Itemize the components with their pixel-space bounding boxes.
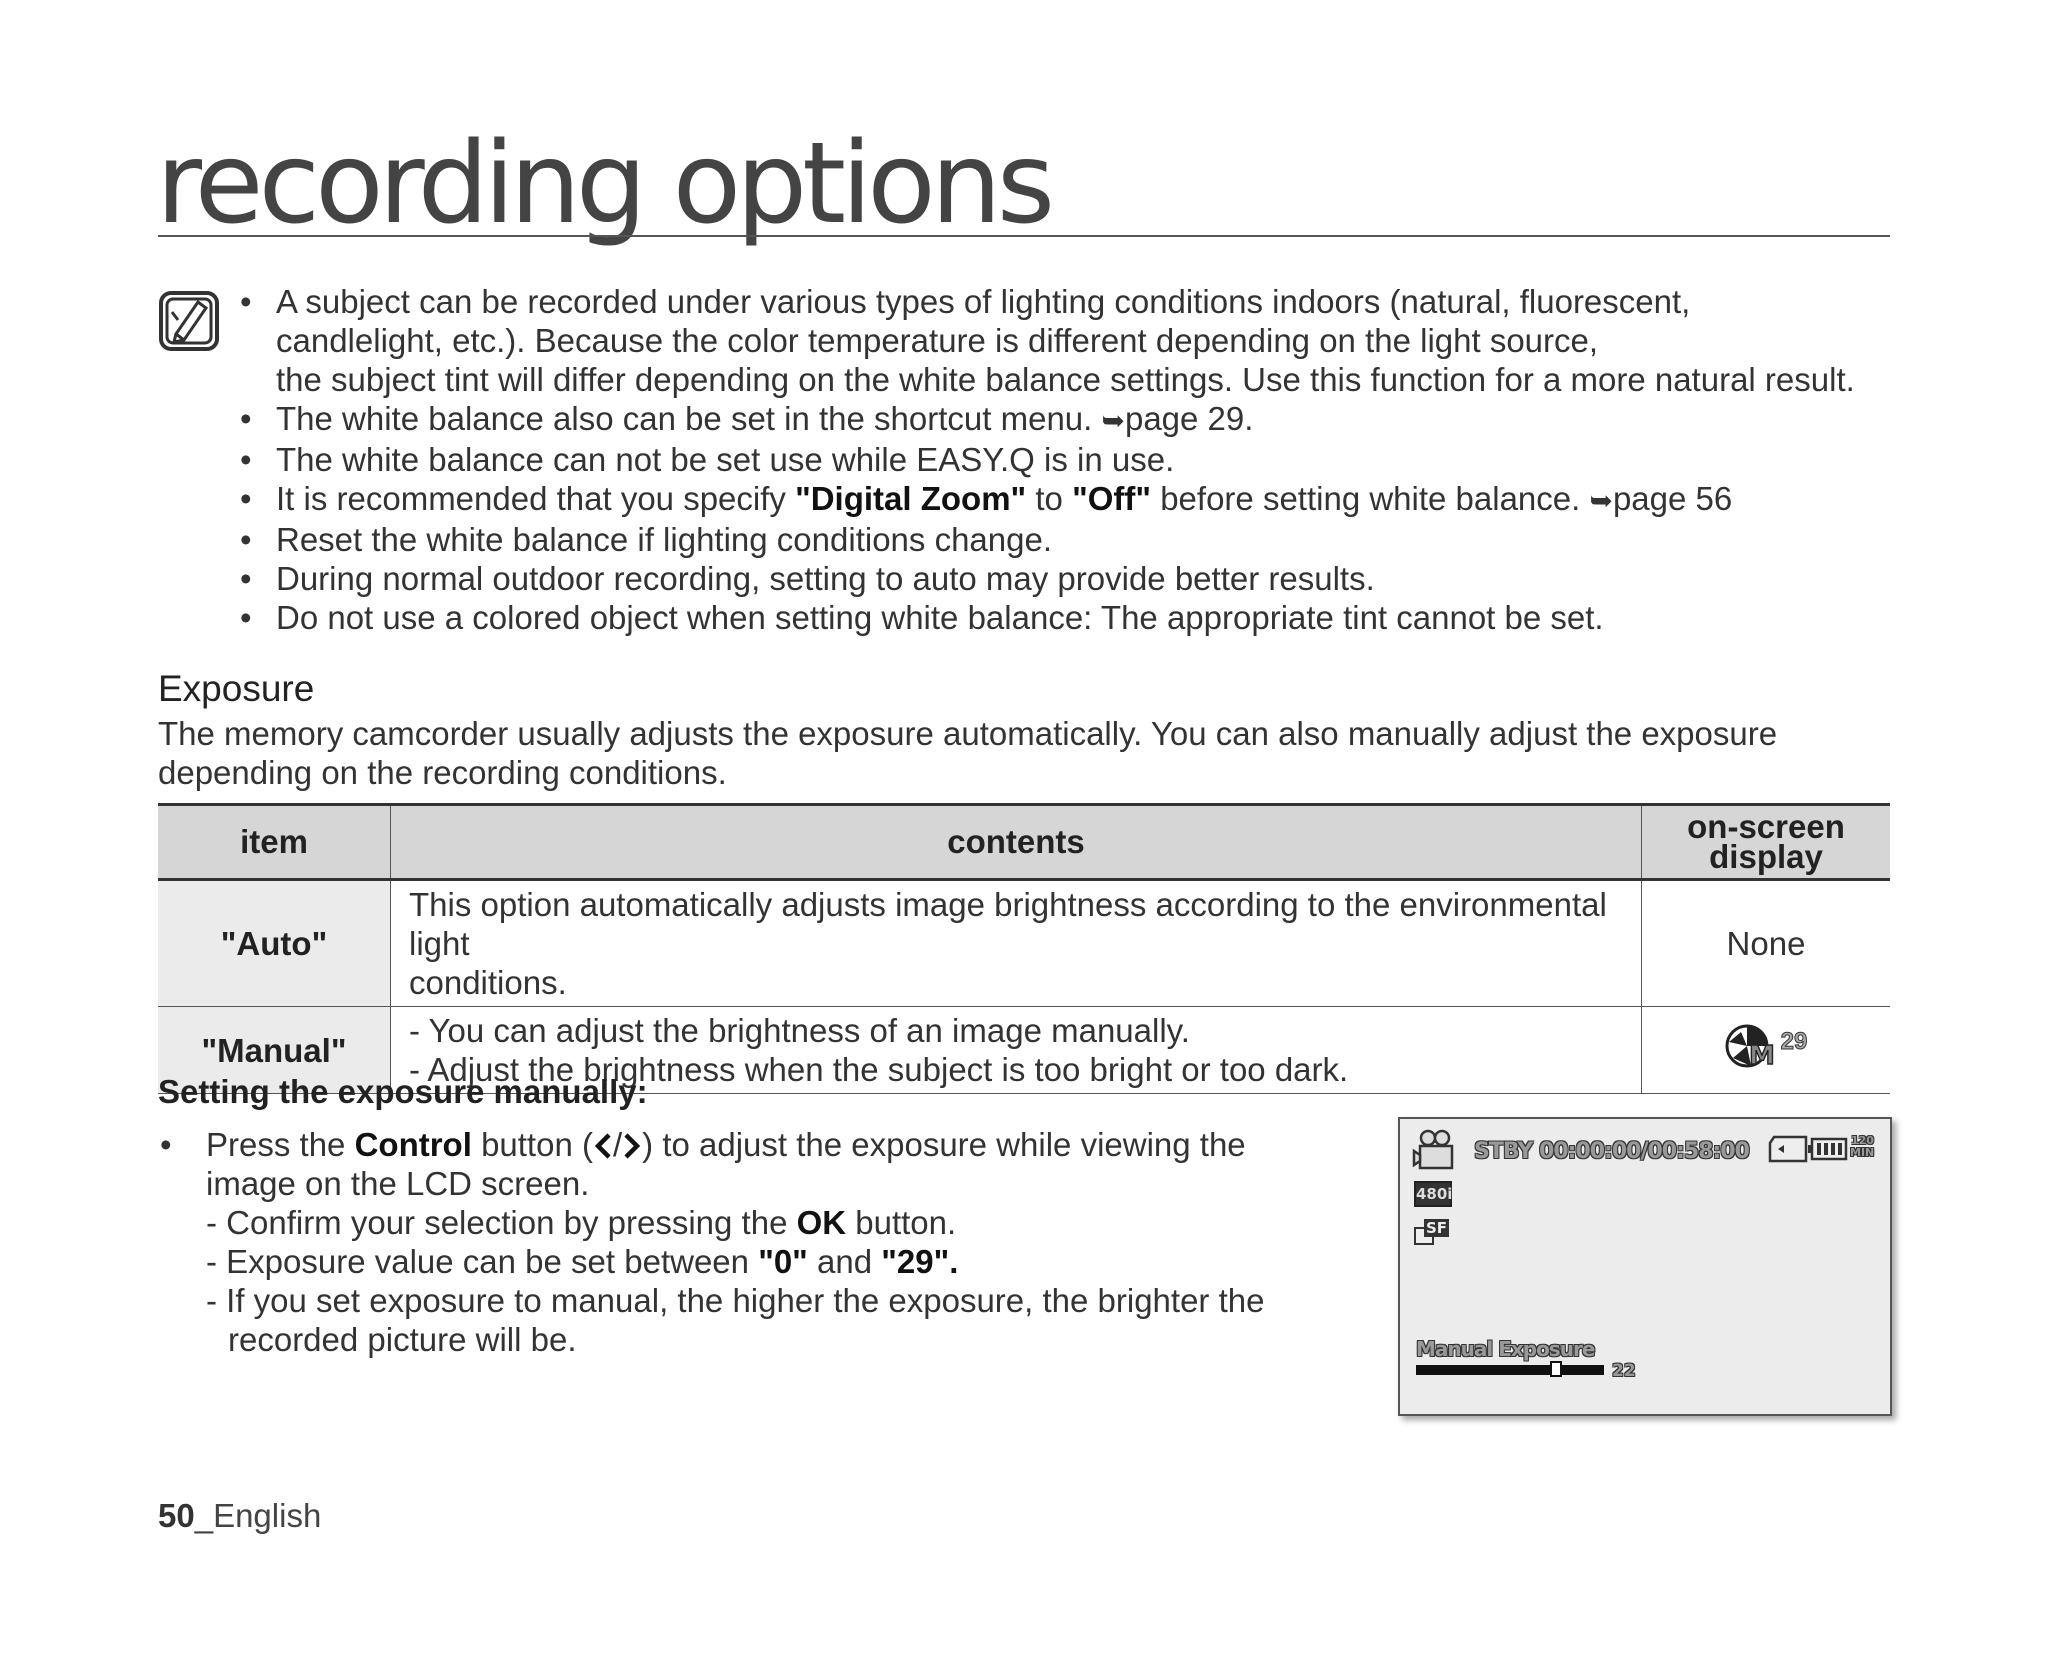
exposure-value: 22: [1612, 1361, 1636, 1381]
list-item: • During normal outdoor recording, setting to auto may provide better results.: [240, 560, 1375, 597]
manual-exposure-icon: [1725, 1022, 1781, 1078]
list-item: - If you set exposure to manual, the higher the exposure, the brighter the: [206, 1282, 1265, 1319]
manual-exposure-label: Manual Exposure: [1416, 1337, 1595, 1361]
list-item: - Exposure value can be set between "0" and "29".: [206, 1243, 959, 1280]
battery-icon: [1808, 1137, 1848, 1161]
chevron-right-icon: [622, 1132, 642, 1160]
card-icon: [1768, 1135, 1808, 1163]
camcorder-mode-icon: [1412, 1129, 1456, 1171]
svg-text:M: M: [1748, 1041, 1775, 1070]
table-cell-item: "Auto": [158, 880, 391, 1007]
page-title: recording options: [156, 119, 1051, 249]
title-divider: [158, 235, 1890, 237]
list-item: • It is recommended that you specify "Digital Zoom" to "Off" before setting white balance. ➥page 56: [240, 480, 1733, 517]
list-item: • Do not use a colored object when setting white balance: The appropriate tint cannot be set.: [240, 599, 1604, 636]
exposure-slider[interactable]: [1416, 1365, 1604, 1375]
list-item: - Confirm your selection by pressing the OK button.: [206, 1204, 957, 1241]
column-header-item: item: [158, 805, 391, 880]
quality-480i-icon: 480i: [1414, 1181, 1452, 1207]
footer-language: _English: [194, 1497, 322, 1534]
list-item: • Press the Control button ( / ) to adjust the exposure while viewing the image on the LCD screen.: [160, 1126, 1246, 1202]
shutter-sf-icon: SF: [1414, 1219, 1452, 1247]
table-cell-contents: - You can adjust the brightness of an image manually. - Adjust the brightness when the subject is too bright or too dark.: [391, 1007, 1642, 1094]
page-reference: page 56: [1612, 480, 1733, 517]
section-heading-exposure: Exposure: [158, 668, 315, 709]
list-item: • The white balance can not be set use while EASY.Q is in use.: [240, 441, 1175, 478]
table-cell-display: [1642, 1007, 1891, 1094]
exposure-slider-handle[interactable]: [1550, 1361, 1562, 1377]
page-footer: [158, 1497, 321, 1535]
table-cell-contents: This option automatically adjusts image brightness according to the environmental light conditions.: [391, 880, 1642, 1007]
page-reference: page 29.: [1124, 400, 1254, 437]
chevron-left-icon: [593, 1132, 613, 1160]
column-header-display: on-screen display: [1642, 805, 1891, 880]
column-header-contents: contents: [391, 805, 1642, 880]
page-number: 50: [158, 1497, 195, 1534]
exposure-table: [158, 803, 1890, 1094]
manual-instructions: [158, 1125, 1308, 1359]
note-pencil-icon: [158, 290, 220, 352]
remaining-time-value: 120: [1851, 1134, 1874, 1147]
table-cell-item: "Manual": [158, 1007, 391, 1094]
exposure-description: The memory camcorder usually adjusts the exposure automatically. You can also manually adjust the exposure depending on the recording conditions.: [158, 715, 1778, 791]
arrow-right-icon: ➥: [1589, 485, 1613, 516]
list-item: • The white balance also can be set in the shortcut menu. ➥page 29.: [240, 400, 1254, 437]
lcd-screen-preview: [1398, 1117, 1892, 1416]
list-item: • A subject can be recorded under various types of lighting conditions indoors (natural, fluorescent, candlelight, etc.). Because the color temperature is different depending on the light source, the subject tint will differ depending on the white balance settings. Use this function for a more natural result.: [240, 283, 1855, 398]
exposure-value-badge: 29: [1780, 1028, 1808, 1055]
notes-list: [240, 282, 1890, 637]
table-header-row: [158, 805, 1890, 880]
remaining-time-unit: MIN: [1850, 1146, 1875, 1159]
section-heading-manual: Setting the exposure manually:: [158, 1073, 648, 1110]
lcd-status-text: STBY 00:00:00/00:58:00: [1474, 1139, 1749, 1164]
arrow-right-icon: ➥: [1101, 405, 1125, 436]
list-item: • Reset the white balance if lighting conditions change.: [240, 521, 1052, 558]
list-item: recorded picture will be.: [228, 1321, 577, 1358]
table-row: [158, 880, 1890, 1007]
table-cell-display: None: [1642, 880, 1891, 1007]
